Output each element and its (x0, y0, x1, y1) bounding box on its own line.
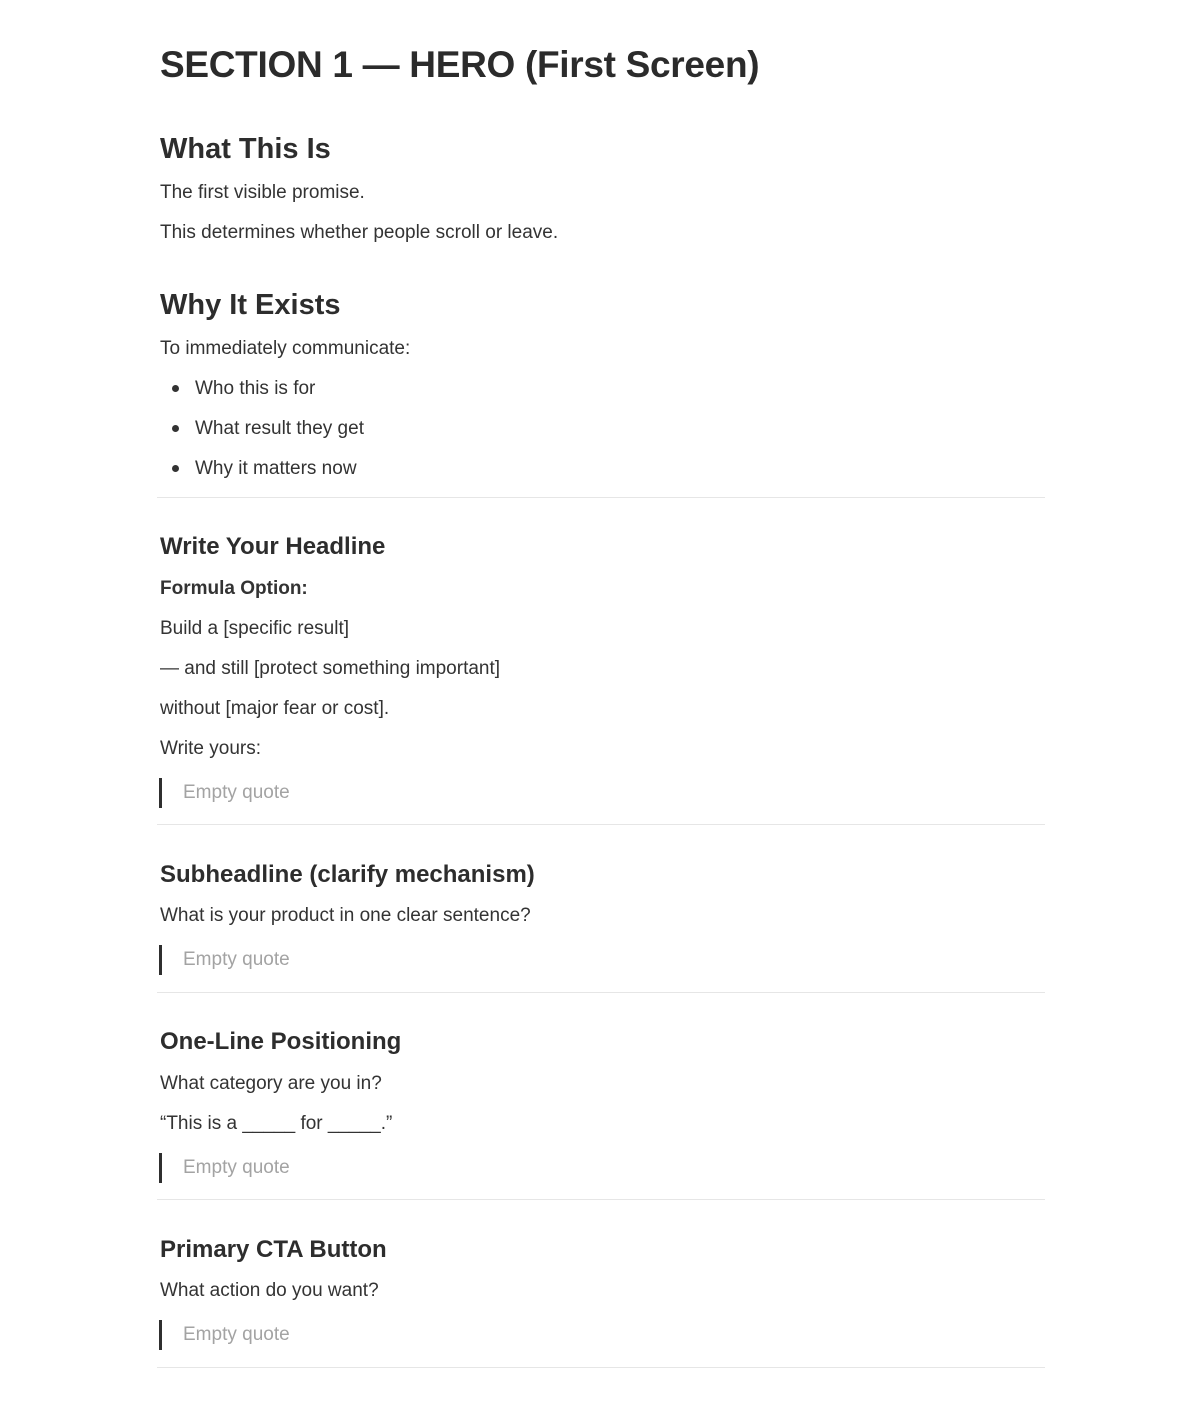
bullet-dot-icon (172, 385, 179, 392)
formula-label: Formula Option: (160, 578, 308, 599)
divider (157, 1367, 1045, 1368)
headline-quote-block[interactable] (159, 778, 759, 808)
heading-positioning: One-Line Positioning (160, 1028, 402, 1055)
quote-placeholder: Empty quote (183, 1324, 290, 1345)
heading-why-it-exists: Why It Exists (160, 289, 341, 321)
subheadline-prompt: What is your product in one clear sentence? (160, 905, 531, 926)
positioning-prompt: What category are you in? (160, 1073, 382, 1094)
positioning-template: “This is a _____ for _____.” (160, 1113, 393, 1134)
cta-quote-block[interactable] (159, 1320, 759, 1350)
heading-subheadline: Subheadline (clarify mechanism) (160, 861, 535, 888)
paragraph-scroll-or-leave: This determines whether people scroll or leave. (160, 222, 559, 243)
list-item-result: What result they get (195, 418, 364, 439)
page-title: SECTION 1 — HERO (First Screen) (160, 44, 760, 85)
divider (157, 992, 1045, 993)
bullet-dot-icon (172, 465, 179, 472)
bullet-dot-icon (172, 425, 179, 432)
divider (157, 824, 1045, 825)
list-item-why-now: Why it matters now (195, 458, 357, 479)
heading-what-this-is: What This Is (160, 133, 331, 165)
subheadline-quote-block[interactable] (159, 945, 759, 975)
quote-bar (159, 945, 162, 975)
divider (157, 497, 1045, 498)
quote-bar (159, 1153, 162, 1183)
formula-line-3: without [major fear or cost]. (160, 698, 390, 719)
quote-placeholder: Empty quote (183, 1157, 290, 1178)
cta-prompt: What action do you want? (160, 1280, 379, 1301)
quote-placeholder: Empty quote (183, 949, 290, 970)
quote-bar (159, 1320, 162, 1350)
paragraph-communicate-intro: To immediately communicate: (160, 338, 411, 359)
heading-primary-cta: Primary CTA Button (160, 1236, 387, 1263)
list-item-who: Who this is for (195, 378, 316, 399)
quote-placeholder: Empty quote (183, 782, 290, 803)
divider (157, 1199, 1045, 1200)
write-yours-prompt: Write yours: (160, 738, 262, 759)
quote-bar (159, 778, 162, 808)
formula-line-1: Build a [specific result] (160, 618, 350, 639)
paragraph-first-promise: The first visible promise. (160, 182, 365, 203)
formula-line-2: — and still [protect something important] (160, 658, 501, 679)
heading-write-headline: Write Your Headline (160, 533, 386, 560)
positioning-quote-block[interactable] (159, 1153, 759, 1183)
